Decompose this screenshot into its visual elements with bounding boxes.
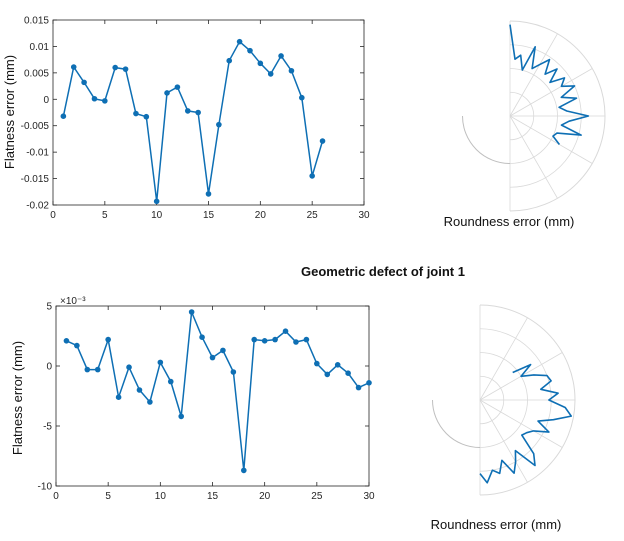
- x-tick-label: 30: [358, 210, 370, 221]
- data-point: [154, 199, 160, 205]
- y-axis-label: Flatness error (mm): [2, 54, 17, 170]
- x-tick-label: 20: [259, 491, 271, 502]
- y-tick-label: 0.005: [23, 68, 49, 80]
- data-point: [262, 338, 268, 344]
- data-point: [289, 68, 295, 74]
- data-point: [81, 80, 87, 86]
- data-point: [95, 367, 101, 373]
- data-point: [251, 337, 257, 343]
- y-tick-label: -0.01: [26, 147, 49, 159]
- data-point: [324, 372, 330, 378]
- data-point: [175, 84, 181, 90]
- data-point: [226, 58, 232, 64]
- y-tick-labels: [21, 16, 364, 212]
- x-axis-label: Roundness error (mm): [443, 214, 575, 229]
- data-point: [237, 39, 243, 45]
- data-point: [199, 334, 205, 340]
- series-line: [64, 309, 372, 473]
- data-point: [309, 173, 315, 179]
- x-tick-labels: [53, 306, 375, 502]
- y-tick-label: -0.02: [26, 200, 49, 212]
- polar-spoke: [480, 400, 562, 448]
- data-point: [168, 379, 174, 385]
- x-axis-label: Roundness error (mm): [430, 517, 562, 532]
- y-axis-exponent-label: ×10⁻³: [60, 296, 86, 307]
- x-tick-label: 20: [254, 210, 266, 221]
- y-tick-labels: [38, 302, 369, 493]
- y-tick-label: 0: [43, 94, 49, 106]
- series-polyline: [63, 42, 322, 202]
- data-point: [216, 122, 222, 128]
- data-point: [116, 394, 122, 400]
- data-point: [126, 364, 132, 370]
- polar-ring-inner: [463, 116, 511, 164]
- x-tick-label: 25: [306, 210, 318, 221]
- data-point: [195, 110, 201, 116]
- x-tick-label: 15: [202, 210, 215, 221]
- y-tick-label: 5: [46, 301, 52, 313]
- x-tick-label: 15: [206, 491, 219, 502]
- data-point: [164, 90, 170, 96]
- data-point: [105, 337, 111, 343]
- x-tick-label: 0: [53, 491, 59, 502]
- polar-spoke: [510, 116, 558, 198]
- plot-area-frame: [56, 306, 369, 486]
- data-point: [85, 367, 91, 373]
- data-point: [320, 138, 326, 144]
- data-point: [356, 385, 362, 391]
- polar-spoke: [510, 116, 592, 164]
- polar-spoke: [510, 69, 592, 117]
- data-point: [293, 339, 299, 345]
- data-point: [345, 370, 351, 376]
- roundness-polar-chart-2: [431, 305, 575, 532]
- x-tick-label: 5: [102, 210, 108, 221]
- data-point: [258, 61, 264, 67]
- polar-spoke: [480, 318, 528, 400]
- x-tick-label: 30: [363, 491, 375, 502]
- polar-spoke: [510, 34, 558, 116]
- data-point: [64, 338, 70, 344]
- data-point: [92, 96, 98, 102]
- polar-series-polyline: [510, 25, 588, 145]
- roundness-polar-chart-1: [444, 21, 605, 229]
- y-tick-label: 0.015: [23, 15, 49, 27]
- data-point: [133, 111, 139, 117]
- data-point: [178, 414, 184, 420]
- data-point: [147, 399, 153, 405]
- data-point: [158, 360, 164, 366]
- data-point: [185, 108, 191, 114]
- data-point: [206, 191, 212, 197]
- y-tick-label: 0.01: [29, 41, 49, 53]
- data-point: [283, 328, 289, 334]
- y-tick-label: 0: [46, 361, 52, 373]
- x-tick-label: 10: [151, 210, 163, 221]
- data-point: [137, 387, 143, 393]
- data-point: [272, 337, 278, 343]
- series-polyline: [66, 312, 369, 470]
- x-tick-label: 25: [311, 491, 323, 502]
- data-point: [144, 114, 150, 120]
- series-line: [61, 39, 326, 204]
- data-point: [123, 66, 129, 72]
- x-tick-labels: [50, 20, 370, 221]
- y-tick-label: -5: [43, 421, 52, 433]
- data-point: [268, 71, 274, 77]
- flatness-chart-2: [10, 296, 375, 502]
- x-tick-label: 0: [50, 210, 56, 221]
- data-point: [366, 380, 372, 386]
- data-point: [278, 53, 284, 59]
- data-point: [304, 337, 310, 343]
- data-point: [210, 355, 216, 361]
- data-point: [314, 361, 320, 367]
- polar-grid: [433, 305, 576, 495]
- data-point: [61, 113, 67, 119]
- data-point: [112, 65, 118, 71]
- y-tick-label: -10: [37, 481, 52, 493]
- plot-area-frame: [53, 20, 364, 205]
- polar-ring-inner: [433, 400, 481, 448]
- figure-title: Geometric defect of joint 1: [301, 264, 465, 279]
- polar-spoke: [480, 400, 528, 482]
- data-point: [299, 95, 305, 101]
- data-point: [247, 48, 253, 54]
- y-tick-label: -0.005: [20, 121, 49, 133]
- data-point: [335, 362, 341, 368]
- data-point: [189, 309, 195, 315]
- data-point: [71, 64, 77, 70]
- y-axis-label: Flatness error (mm): [10, 340, 25, 456]
- data-point: [231, 369, 237, 375]
- data-point: [220, 348, 226, 354]
- data-point: [241, 468, 247, 474]
- y-tick-label: -0.015: [20, 174, 49, 186]
- data-point: [74, 343, 80, 349]
- polar-series-line: [510, 25, 588, 145]
- data-point: [102, 98, 108, 104]
- x-tick-label: 5: [105, 491, 111, 502]
- flatness-chart-1: [2, 16, 370, 222]
- x-tick-label: 10: [154, 491, 166, 502]
